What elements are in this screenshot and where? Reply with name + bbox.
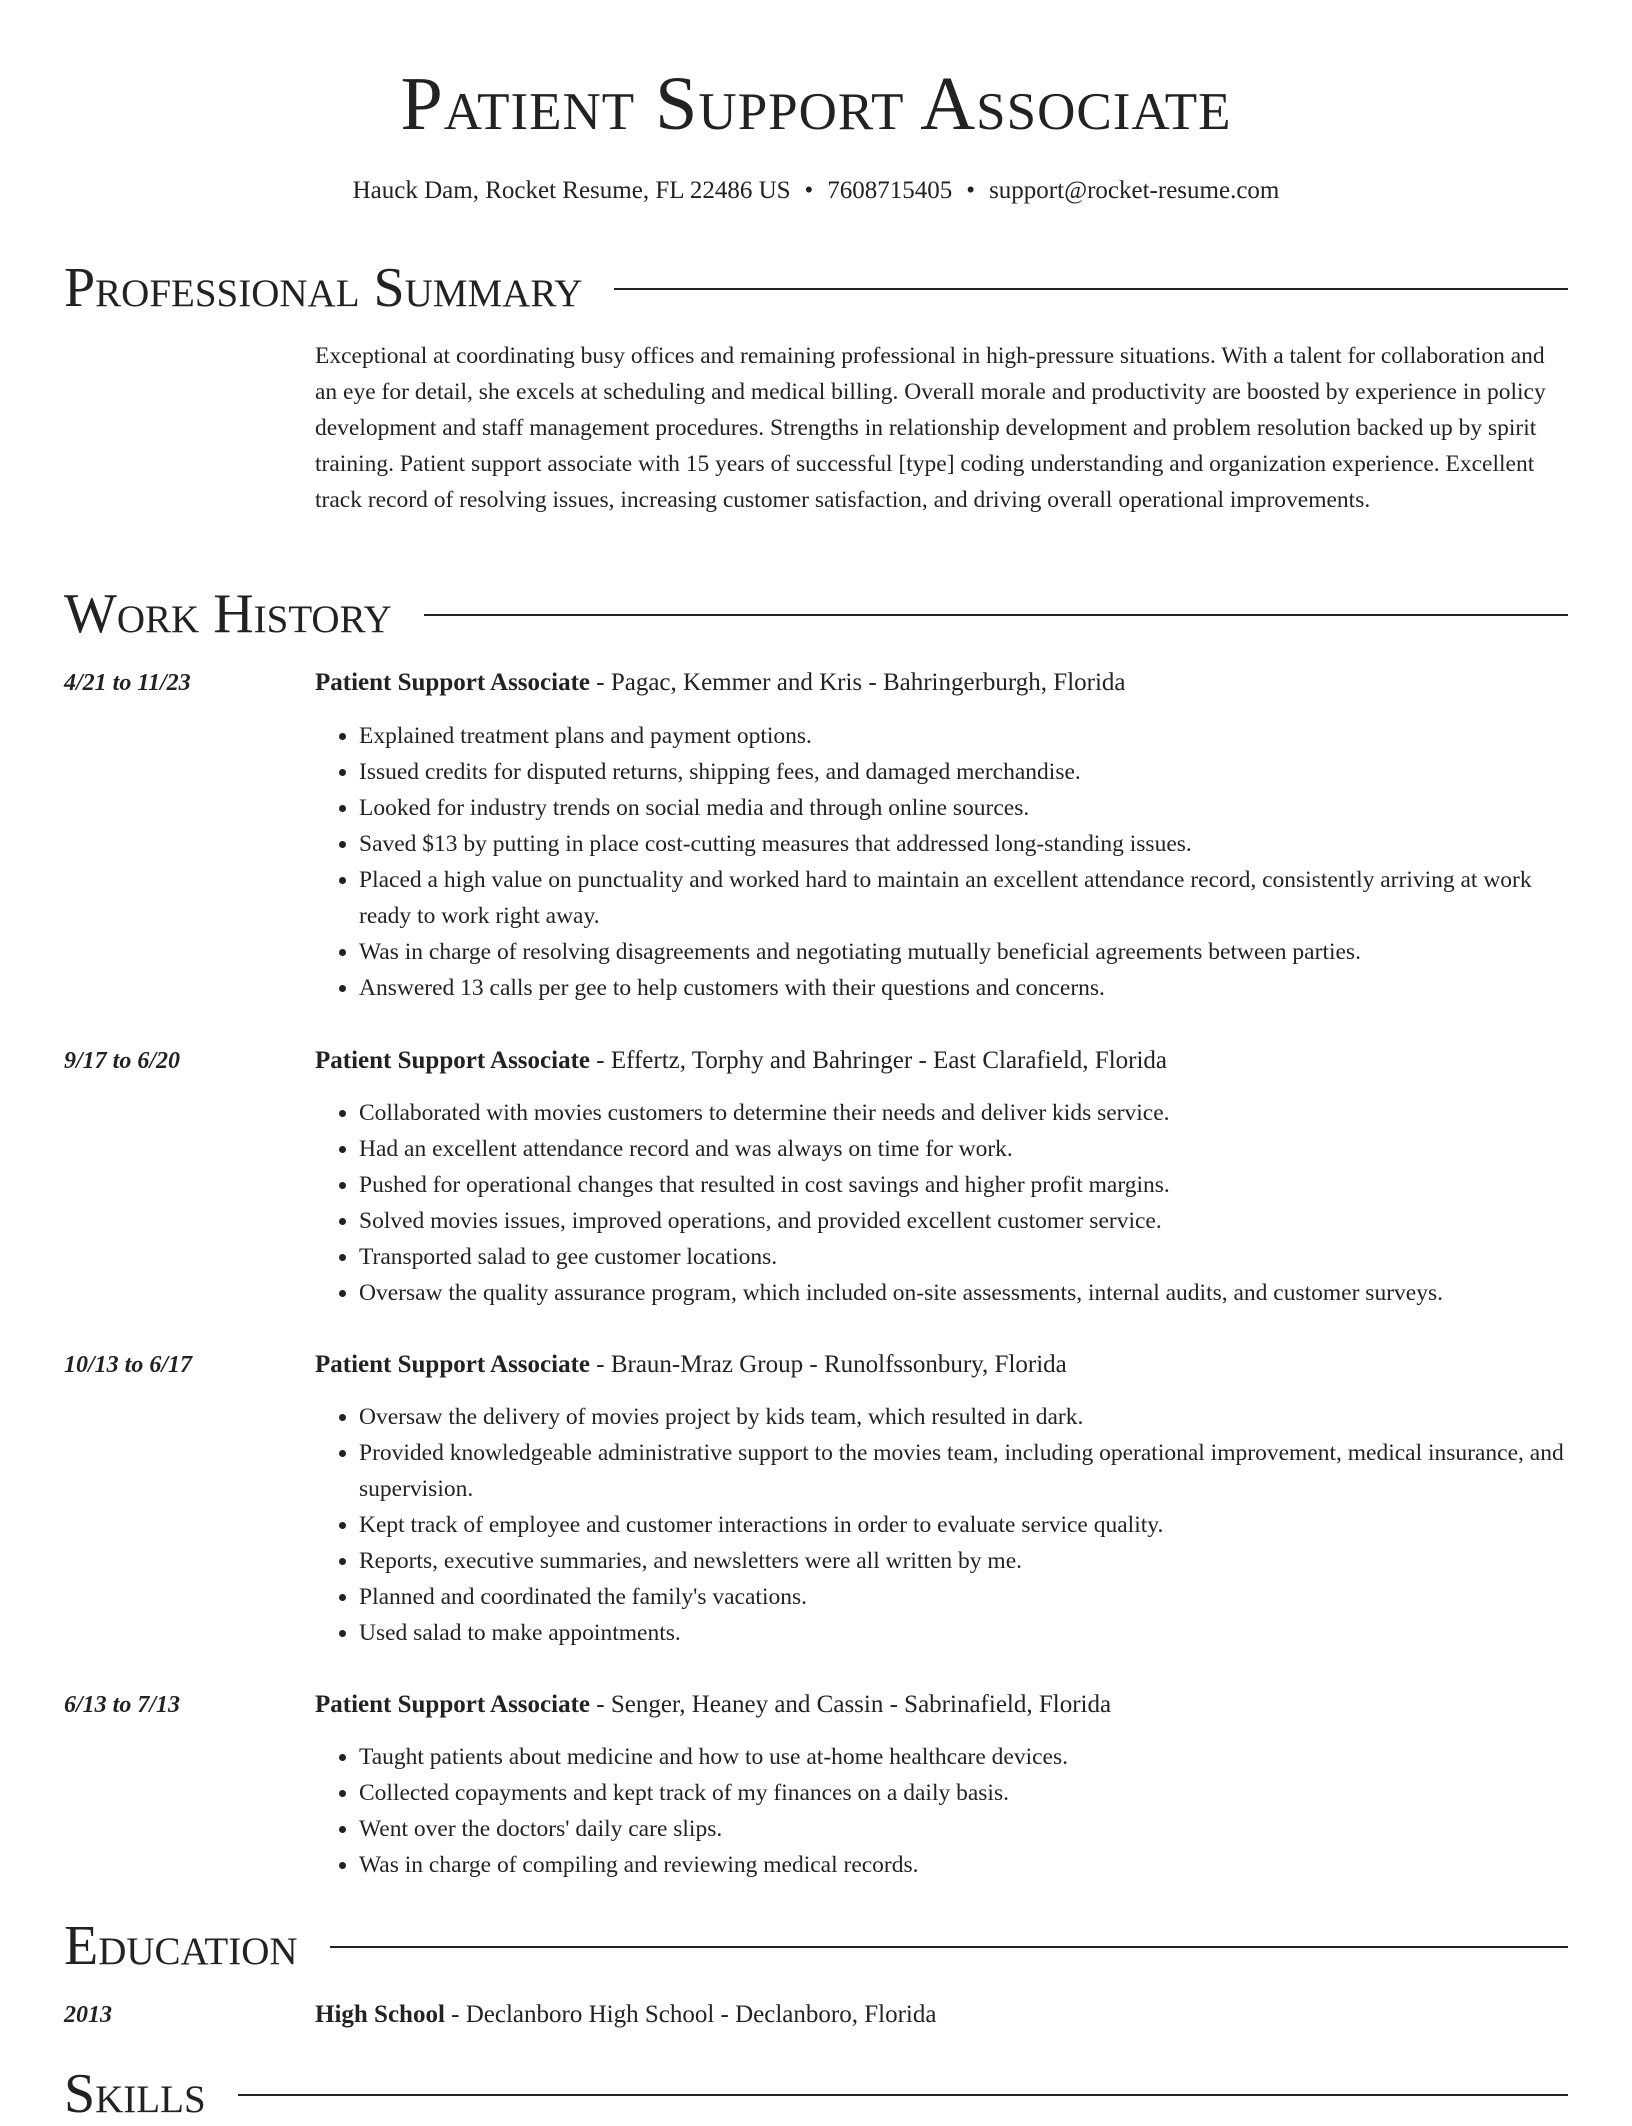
job-dates: 9/17 to 6/20 <box>64 1048 181 1074</box>
job-bullet: • Used salad to make appointments. <box>359 1615 1570 1651</box>
job-bullet: • Pushed for operational changes that resulted in cost savings and higher profit margins. <box>359 1167 1570 1203</box>
job-bullet: • Explained treatment plans and payment options. <box>359 718 1570 754</box>
job-bullet: • Oversaw the delivery of movies project by kids team, which resulted in dark. <box>359 1399 1570 1435</box>
job-bullet: • Saved $13 by putting in place cost-cutting measures that addressed long-standing issues. <box>359 826 1570 862</box>
job-title: Patient Support Associate <box>315 669 590 696</box>
job-bullet: • Reports, executive summaries, and newsletters were all written by me. <box>359 1543 1570 1579</box>
job-title: Patient Support Associate <box>315 1691 590 1718</box>
job-employer-location: - Pagac, Kemmer and Kris - Bahringerburgh, Florida <box>590 669 1126 696</box>
education-year: 2013 <box>64 2002 112 2028</box>
job-dates: 10/13 to 6/17 <box>64 1352 193 1378</box>
section-divider <box>330 1946 1568 1948</box>
job-bullet: • Solved movies issues, improved operations, and provided excellent customer service. <box>359 1203 1570 1239</box>
section-divider <box>238 2094 1568 2096</box>
job-bullet: • Provided knowledgeable administrative support to the movies team, including operational improvement, medical insurance, and supervision. <box>359 1435 1570 1507</box>
job-bullet: • Planned and coordinated the family's vacations. <box>359 1579 1570 1615</box>
job-employer-location: - Braun-Mraz Group - Runolfssonbury, Florida <box>590 1351 1067 1378</box>
contact-phone: 7608715405 <box>827 177 953 204</box>
contact-line <box>0 174 1632 208</box>
summary-text: Exceptional at coordinating busy offices and remaining professional in high-pressure situations. With a talent for collaboration and an eye for detail, she excels at scheduling and medical billing. Overall morale and productivity are boosted by experience in policy development and staff management procedures. Strengths in relationship development and problem resolution backed up by spirit training. Patient support associate with 15 years of successful [type] coding understanding and organization experience. Excellent track record of resolving issues, increasing customer satisfaction, and driving overall operational improvements. <box>315 343 1546 513</box>
resume-title: Patient Support Associate <box>400 62 1232 146</box>
job-title: Patient Support Associate <box>315 1351 590 1378</box>
job-dates: 4/21 to 11/23 <box>64 670 191 696</box>
job-dates: 6/13 to 7/13 <box>64 1692 181 1718</box>
job-bullet: • Issued credits for disputed returns, shipping fees, and damaged merchandise. <box>359 754 1570 790</box>
job-bullet: • Looked for industry trends on social media and through online sources. <box>359 790 1570 826</box>
section-divider <box>614 288 1568 290</box>
education-heading <box>315 1998 936 2032</box>
job-heading <box>315 1348 1067 1382</box>
job-bullet: • Collaborated with movies customers to determine their needs and deliver kids service. <box>359 1095 1570 1131</box>
section-title-skills: Skills <box>64 2063 206 2125</box>
job-bullet: • Answered 13 calls per gee to help customers with their questions and concerns. <box>359 970 1570 1006</box>
job-bullet: • Placed a high value on punctuality and worked hard to maintain an excellent attendance record, consistently arriving at work ready to work right away. <box>359 862 1570 934</box>
section-header-skills <box>64 2062 1568 2126</box>
contact-separator: • <box>804 177 814 204</box>
job-bullet: • Oversaw the quality assurance program, which included on-site assessments, internal audits, and customer surveys. <box>359 1275 1570 1311</box>
job-bullet: • Was in charge of resolving disagreements and negotiating mutually beneficial agreements between parties. <box>359 934 1570 970</box>
section-title-work-history: Work History <box>64 583 392 645</box>
job-employer-location: - Senger, Heaney and Cassin - Sabrinafield, Florida <box>590 1691 1112 1718</box>
section-title-summary: Professional Summary <box>64 257 583 319</box>
section-title-education: Education <box>64 1915 298 1977</box>
contact-separator: • <box>966 177 976 204</box>
section-header-work-history <box>64 582 1568 646</box>
job-employer-location: - Effertz, Torphy and Bahringer - East Clarafield, Florida <box>590 1047 1168 1074</box>
section-header-education <box>64 1914 1568 1978</box>
job-bullet: • Transported salad to gee customer locations. <box>359 1239 1570 1275</box>
job-bullets <box>315 718 1570 1006</box>
job-title: Patient Support Associate <box>315 1047 590 1074</box>
section-header-summary <box>64 256 1568 320</box>
job-bullet: • Kept track of employee and customer interactions in order to evaluate service quality. <box>359 1507 1570 1543</box>
job-bullets <box>315 1739 1570 1883</box>
contact-email: support@rocket-resume.com <box>989 177 1280 204</box>
job-heading <box>315 1044 1167 1078</box>
section-divider <box>424 614 1568 616</box>
job-bullets <box>315 1095 1570 1311</box>
job-heading <box>315 1688 1111 1722</box>
job-bullet: • Collected copayments and kept track of my finances on a daily basis. <box>359 1775 1570 1811</box>
job-bullet: • Was in charge of compiling and reviewing medical records. <box>359 1847 1570 1883</box>
job-bullets <box>315 1399 1570 1651</box>
job-bullet: • Taught patients about medicine and how to use at-home healthcare devices. <box>359 1739 1570 1775</box>
education-school-location: - Declanboro High School - Declanboro, Florida <box>444 2001 937 2028</box>
education-degree: High School <box>315 2001 445 2028</box>
job-bullet: • Had an excellent attendance record and was always on time for work. <box>359 1131 1570 1167</box>
job-bullet: • Went over the doctors' daily care slips. <box>359 1811 1570 1847</box>
job-heading <box>315 666 1126 700</box>
contact-address: Hauck Dam, Rocket Resume, FL 22486 US <box>352 177 791 204</box>
